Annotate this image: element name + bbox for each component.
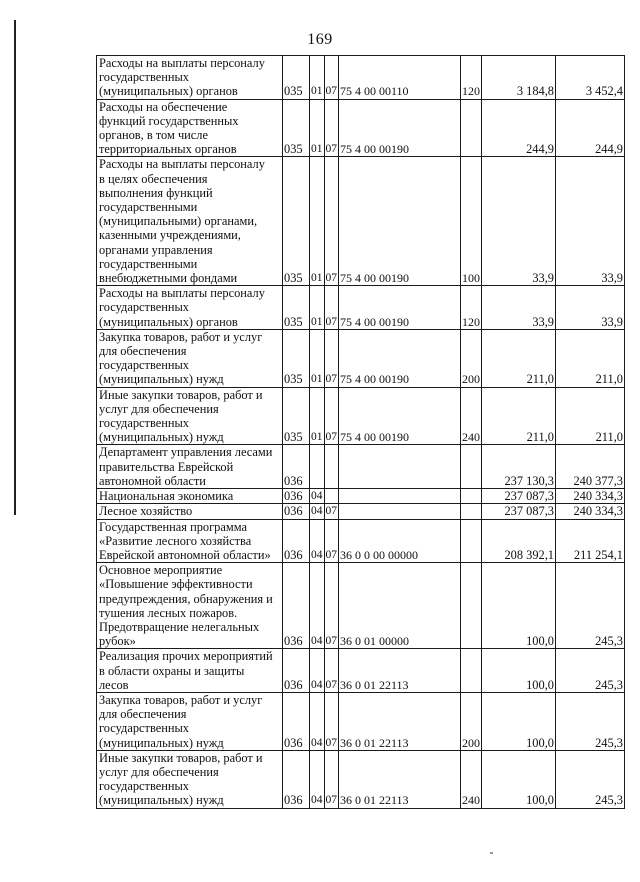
razdel-code-cell: 04 — [310, 563, 325, 649]
amount-year1-cell: 100,0 — [482, 649, 556, 693]
glava-code-cell: 035 — [283, 286, 310, 330]
target-article-cell: 36 0 01 22113 — [339, 750, 461, 808]
expense-name-line: Расходы на выплаты персоналу — [99, 56, 265, 70]
podrazdel-code-cell: 07 — [324, 99, 339, 157]
expense-name-line: в области охраны и защиты — [99, 663, 245, 678]
amount-year2-cell: 240 334,3 — [556, 489, 625, 504]
amount-year1-cell: 237 087,3 — [482, 504, 556, 519]
expense-name-line: тушения лесных пожаров. — [99, 605, 238, 620]
razdel-code-cell: 01 — [310, 99, 325, 157]
amount-year1-cell: 33,9 — [482, 286, 556, 330]
expense-name-line: государственных — [99, 721, 190, 736]
expense-name-line: Национальная экономика — [99, 489, 234, 504]
amount-year2-cell: 211,0 — [556, 329, 625, 387]
expense-name-line: Государственная программа — [99, 519, 247, 534]
expense-name-line: Предотвращение нелегальных — [99, 619, 260, 634]
table-row — [97, 750, 625, 808]
expense-type-cell — [461, 445, 482, 489]
amount-year1-cell: 211,0 — [482, 329, 556, 387]
expense-type-cell: 200 — [461, 329, 482, 387]
table-row — [97, 286, 625, 330]
expense-name-cell — [97, 157, 283, 286]
amount-year2-cell: 240 334,3 — [556, 504, 625, 519]
expense-name-cell — [97, 563, 283, 649]
budget-table-body — [97, 56, 625, 809]
expense-name-line: для обеспечения — [99, 344, 187, 359]
table-row — [97, 99, 625, 157]
expense-name-cell — [97, 329, 283, 387]
amount-year2-cell: 244,9 — [556, 99, 625, 157]
page-number: 169 — [307, 31, 333, 48]
expense-name-line: государственных — [99, 358, 190, 373]
target-article-cell: 75 4 00 00110 — [339, 56, 461, 100]
expense-name-line: (муниципальных) нужд — [99, 430, 224, 445]
expense-name-line: государственными — [99, 200, 198, 215]
expense-name-line: территориальных органов — [99, 142, 237, 157]
expense-type-cell — [461, 563, 482, 649]
podrazdel-code-cell: 07 — [324, 563, 339, 649]
table-row — [97, 649, 625, 693]
podrazdel-code-cell: 07 — [324, 387, 339, 445]
expense-name-cell — [97, 649, 283, 693]
razdel-code-cell: 01 — [310, 56, 325, 100]
expense-type-cell: 120 — [461, 56, 482, 100]
podrazdel-code-cell: 07 — [324, 692, 339, 750]
amount-year2-cell: 240 377,3 — [556, 445, 625, 489]
amount-year1-cell: 237 130,3 — [482, 445, 556, 489]
expense-type-cell — [461, 649, 482, 693]
scan-speck — [490, 852, 493, 854]
razdel-code-cell: 04 — [311, 505, 323, 518]
amount-year2-cell: 3 452,4 — [556, 56, 625, 100]
target-article-cell: 75 4 00 00190 — [339, 329, 461, 387]
table-row — [97, 563, 625, 649]
glava-code-cell: 036 — [283, 692, 310, 750]
expense-name-line: функций государственных — [99, 113, 239, 128]
target-article-cell: 36 0 01 22113 — [339, 692, 461, 750]
expense-name-line: выполнения функций — [99, 185, 213, 200]
table-row — [97, 692, 625, 750]
target-article-cell: 75 4 00 00190 — [339, 157, 461, 286]
expense-type-cell — [461, 99, 482, 157]
expense-name-cell — [97, 489, 283, 504]
glava-code-cell: 036 — [283, 504, 310, 519]
glava-code-cell: 036 — [283, 563, 310, 649]
table-row — [97, 445, 625, 489]
expense-name-line: услуг для обеспечения — [99, 401, 219, 416]
glava-code-cell: 036 — [283, 519, 310, 563]
expense-name-line: (муниципальными) органами, — [99, 214, 258, 229]
target-article-cell: 75 4 00 00190 — [339, 286, 461, 330]
amount-year1-cell: 100,0 — [482, 692, 556, 750]
expense-name-line: для обеспечения — [99, 707, 187, 722]
amount-year1-cell: 3 184,8 — [482, 56, 556, 100]
target-article-cell: 36 0 01 22113 — [339, 649, 461, 693]
expense-name-line: лесов — [99, 677, 129, 692]
expense-name-cell — [97, 99, 283, 157]
amount-year1-cell: 33,9 — [482, 157, 556, 286]
amount-year1-cell: 208 392,1 — [482, 519, 556, 563]
expense-type-cell — [461, 504, 482, 519]
expense-name-cell — [97, 445, 283, 489]
expense-name-line: в целях обеспечения — [99, 171, 208, 186]
expense-name-cell — [97, 750, 283, 808]
razdel-code-cell: 04 — [310, 649, 325, 693]
razdel-code-cell: 01 — [310, 157, 325, 286]
expense-name-line: Иные закупки товаров, работ и — [99, 387, 263, 402]
amount-year2-cell: 33,9 — [556, 286, 625, 330]
expense-name-line: внебюджетными фондами — [99, 271, 238, 286]
expense-name-line: Закупка товаров, работ и услуг — [99, 692, 263, 707]
table-row — [97, 519, 625, 563]
razdel-code-cell: 04 — [310, 519, 325, 563]
expense-name-line: Еврейской автономной области» — [99, 547, 271, 562]
table-row — [97, 489, 625, 504]
table-row — [97, 56, 625, 100]
target-article-cell — [339, 445, 461, 489]
target-article-cell — [339, 504, 461, 519]
expense-type-cell: 120 — [461, 286, 482, 330]
podrazdel-code-cell: 07 — [324, 56, 339, 100]
target-article-cell: 36 0 01 00000 — [339, 563, 461, 649]
razdel-code-cell: 04 — [310, 750, 325, 808]
expense-name-line: органов, в том числе — [99, 128, 208, 143]
expense-name-line: государственных — [99, 779, 190, 794]
expense-type-cell: 240 — [461, 387, 482, 445]
amount-year1-cell: 237 087,3 — [482, 489, 556, 504]
amount-year2-cell: 211,0 — [556, 387, 625, 445]
razdel-code-cell — [310, 445, 325, 489]
expense-name-cell — [97, 504, 283, 519]
expense-name-line: (муниципальных) нужд — [99, 372, 224, 387]
expense-type-cell — [461, 519, 482, 563]
expense-name-line: Основное мероприятие — [99, 563, 223, 578]
expense-name-line: (муниципальных) органов — [99, 314, 238, 329]
glava-code-cell: 036 — [283, 649, 310, 693]
expense-type-cell — [461, 489, 482, 504]
target-article-cell — [339, 489, 461, 504]
expense-name-line: казенными учреждениями, — [99, 228, 241, 243]
expense-name-line: государственными — [99, 256, 198, 271]
target-article-cell: 36 0 0 00 00000 — [339, 519, 461, 563]
amount-year1-cell: 100,0 — [482, 563, 556, 649]
amount-year2-cell: 211 254,1 — [556, 519, 625, 563]
glava-code-cell: 035 — [283, 329, 310, 387]
razdel-code-cell: 04 — [310, 692, 325, 750]
expense-name-line: Расходы на выплаты персоналу — [99, 286, 265, 301]
glava-code-cell: 035 — [283, 99, 310, 157]
glava-code-cell: 036 — [283, 445, 310, 489]
expense-name-line: «Повышение эффективности — [99, 577, 253, 592]
expense-name-line: государственных — [99, 416, 190, 431]
expense-name-line: государственных — [99, 70, 190, 85]
glava-code-cell: 035 — [283, 387, 310, 445]
expense-name-line: правительства Еврейской — [99, 459, 234, 474]
expense-name-line: Расходы на выплаты персоналу — [99, 157, 265, 172]
podrazdel-code-cell: 07 — [325, 505, 337, 518]
expense-name-cell — [97, 692, 283, 750]
left-margin-rule — [14, 20, 16, 515]
expense-name-cell — [97, 387, 283, 445]
glava-code-cell: 036 — [283, 750, 310, 808]
podrazdel-code-cell: 07 — [324, 286, 339, 330]
expense-name-line: (муниципальных) органов — [99, 84, 238, 99]
expense-name-cell — [97, 56, 283, 100]
razdel-code-cell: 01 — [310, 286, 325, 330]
expense-name-line: (муниципальных) нужд — [99, 793, 224, 808]
podrazdel-code-cell: 07 — [324, 750, 339, 808]
table-row — [97, 387, 625, 445]
expense-name-line: Расходы на обеспечение — [99, 99, 228, 114]
target-article-cell: 75 4 00 00190 — [339, 99, 461, 157]
amount-year1-cell: 211,0 — [482, 387, 556, 445]
expense-name-line: Департамент управления лесами — [99, 445, 273, 460]
amount-year1-cell: 100,0 — [482, 750, 556, 808]
expense-name-line: Лесное хозяйство — [99, 504, 193, 519]
glava-code-cell: 035 — [283, 56, 310, 100]
expense-name-line: «Развитие лесного хозяйства — [99, 533, 252, 548]
expense-type-cell: 100 — [461, 157, 482, 286]
table-row — [97, 504, 625, 519]
podrazdel-code-cell: 07 — [324, 649, 339, 693]
target-article-cell: 75 4 00 00190 — [339, 387, 461, 445]
glava-code-cell: 036 — [283, 489, 310, 504]
amount-year1-cell: 244,9 — [482, 99, 556, 157]
podrazdel-code-cell: 07 — [324, 329, 339, 387]
table-row — [97, 329, 625, 387]
expense-name-line: Иные закупки товаров, работ и — [99, 750, 263, 765]
expense-type-cell: 200 — [461, 692, 482, 750]
podrazdel-code-cell — [324, 489, 339, 504]
razdel-code-cell: 01 — [310, 329, 325, 387]
podrazdel-code-cell: 07 — [324, 519, 339, 563]
amount-year2-cell: 33,9 — [556, 157, 625, 286]
amount-year2-cell: 245,3 — [556, 750, 625, 808]
podrazdel-code-cell: 07 — [324, 157, 339, 286]
expense-name-cell — [97, 286, 283, 330]
budget-table — [96, 55, 625, 809]
expense-name-line: предупреждения, обнаружения и — [99, 591, 273, 606]
table-row — [97, 157, 625, 286]
expense-name-line: (муниципальных) нужд — [99, 735, 224, 750]
podrazdel-code-cell — [324, 445, 339, 489]
expense-name-line: рубок» — [99, 634, 136, 649]
expense-name-line: Реализация прочих мероприятий — [99, 649, 273, 664]
razdel-code-cell: 04 — [311, 490, 323, 503]
expense-name-line: государственных — [99, 300, 190, 315]
expense-name-line: органами управления — [99, 242, 213, 257]
amount-year2-cell: 245,3 — [556, 563, 625, 649]
amount-year2-cell: 245,3 — [556, 692, 625, 750]
expense-name-cell — [97, 519, 283, 563]
razdel-code-cell: 01 — [310, 387, 325, 445]
expense-type-cell: 240 — [461, 750, 482, 808]
expense-name-line: Закупка товаров, работ и услуг — [99, 329, 263, 344]
glava-code-cell: 035 — [283, 157, 310, 286]
amount-year2-cell: 245,3 — [556, 649, 625, 693]
expense-name-line: автономной области — [99, 473, 206, 488]
expense-name-line: услуг для обеспечения — [99, 764, 219, 779]
